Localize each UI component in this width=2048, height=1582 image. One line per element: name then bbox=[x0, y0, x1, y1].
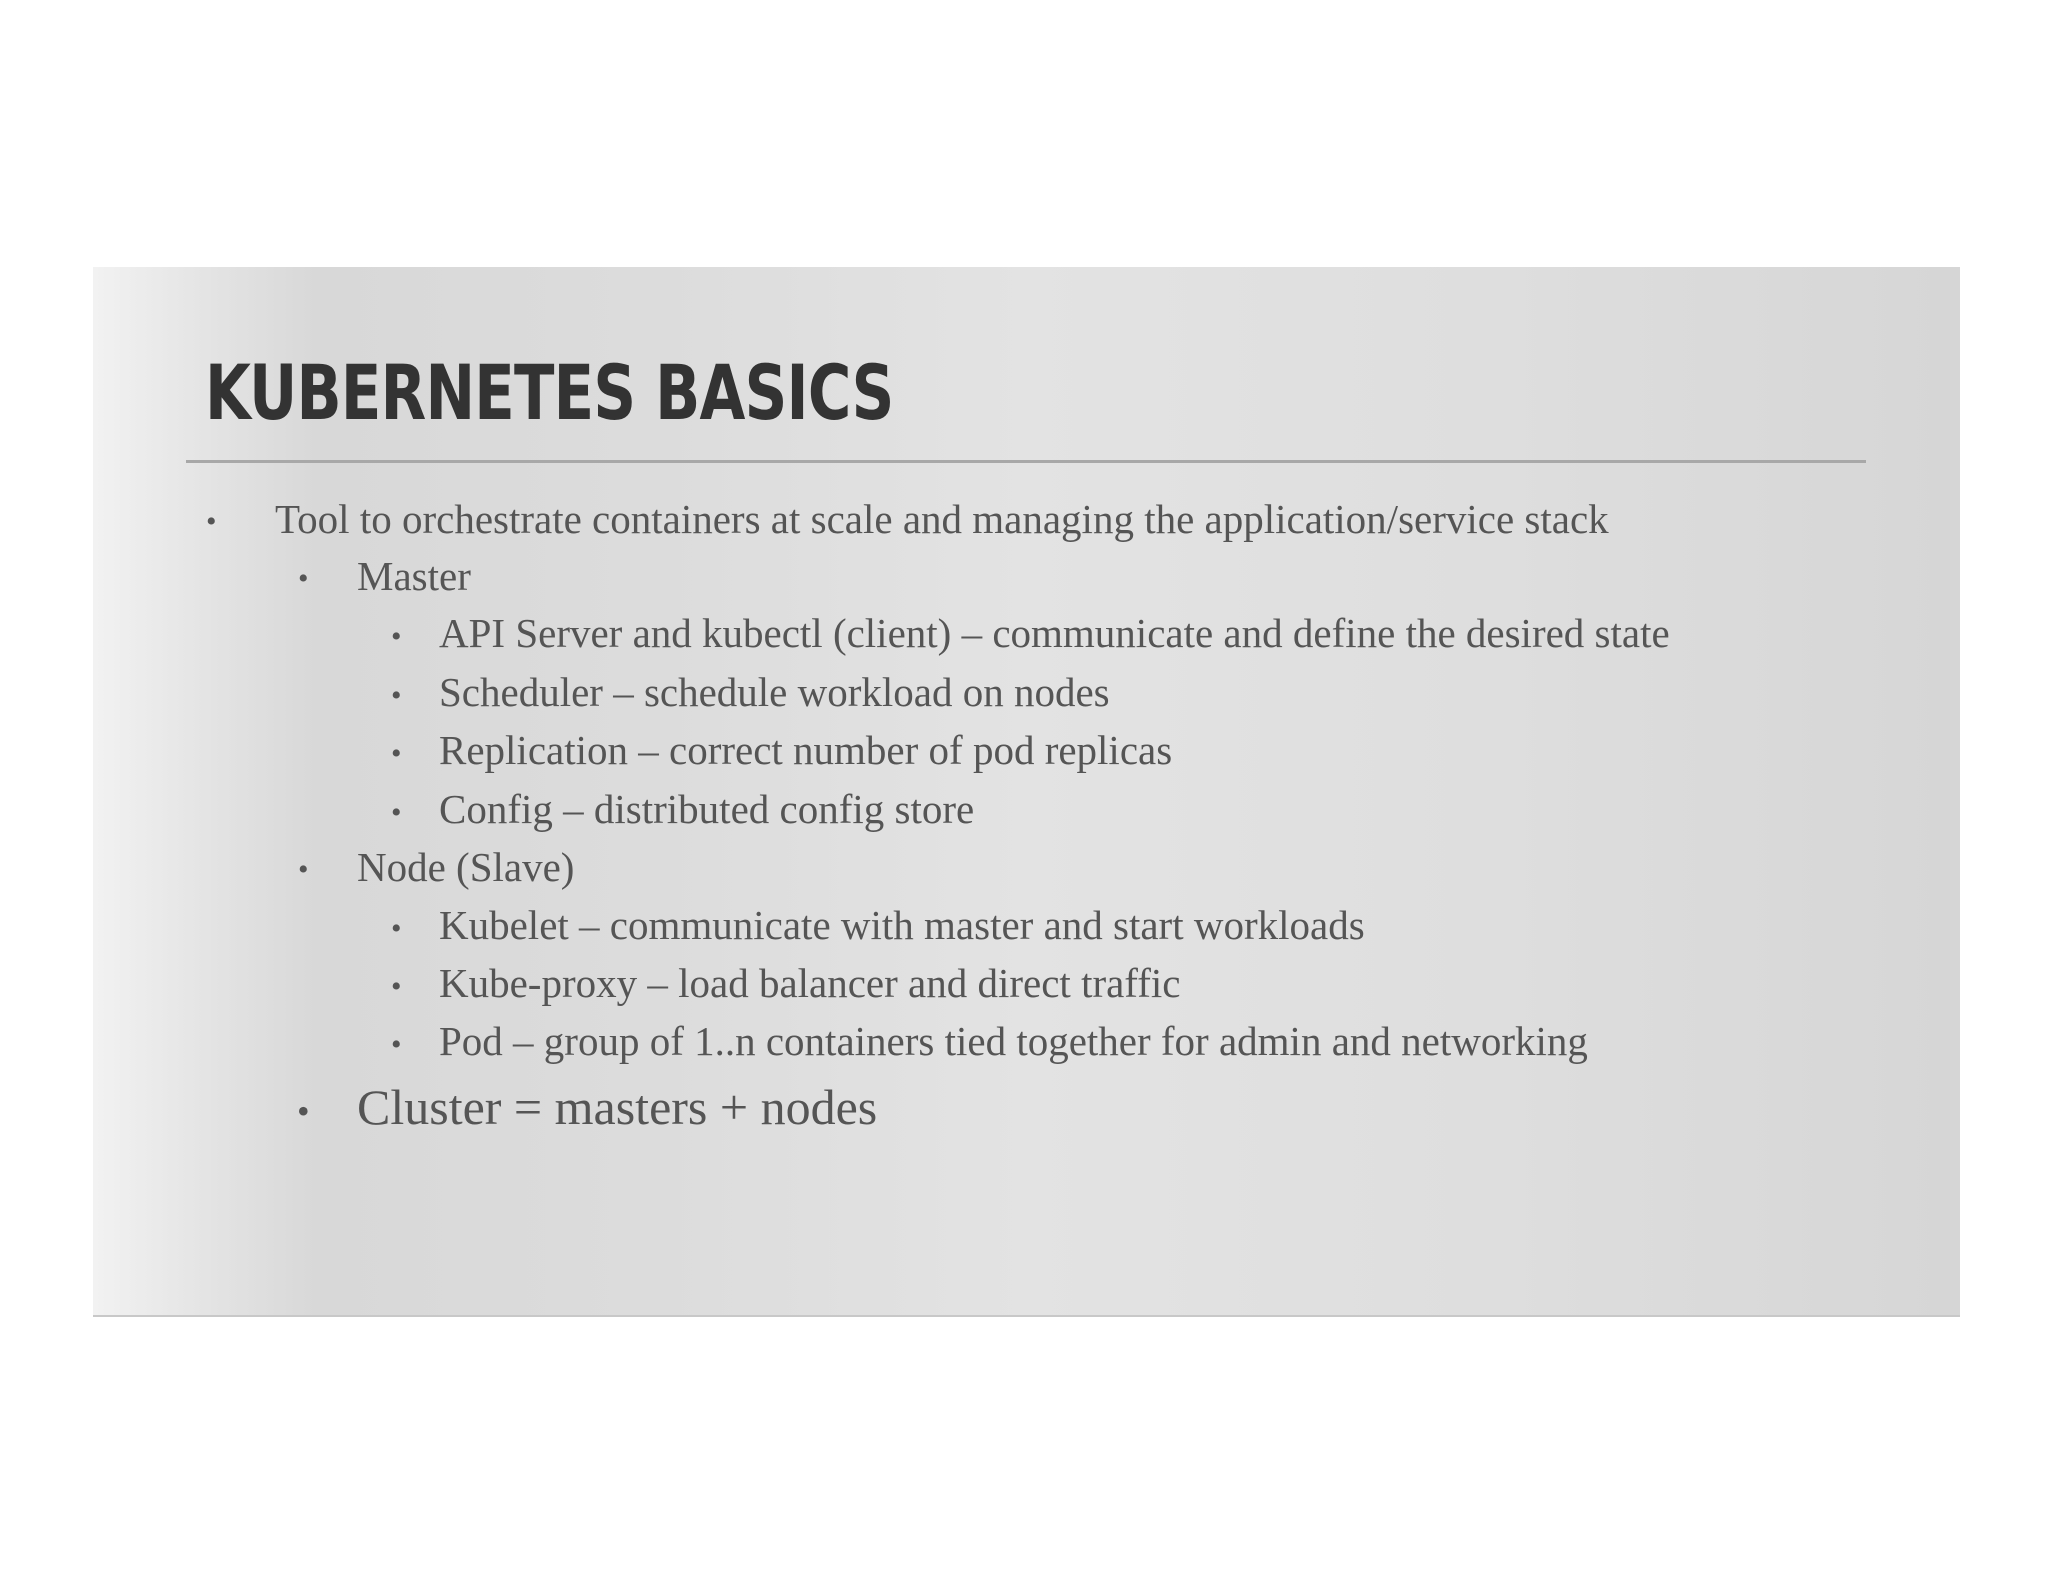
bullet-marker: • bbox=[391, 912, 402, 945]
bullet-marker: • bbox=[206, 505, 217, 538]
bullet-marker: • bbox=[391, 970, 402, 1003]
slide bbox=[93, 267, 1960, 1317]
bullet-item-node: Node (Slave) bbox=[357, 844, 575, 890]
bullet-marker: • bbox=[391, 679, 402, 712]
bullet-marker: • bbox=[297, 1091, 310, 1131]
bullet-marker: • bbox=[391, 737, 402, 770]
bullet-item-api-server: API Server and kubectl (client) – communicate and define the desired state bbox=[439, 610, 1670, 656]
bullet-marker: • bbox=[391, 620, 402, 653]
bullet-item-config: Config – distributed config store bbox=[439, 786, 975, 832]
bullet-item-kube-proxy: Kube-proxy – load balancer and direct traffic bbox=[439, 960, 1181, 1006]
slide-title: KUBERNETES BASICS bbox=[205, 348, 894, 437]
bullet-item-scheduler: Scheduler – schedule workload on nodes bbox=[439, 669, 1110, 715]
bullet-marker: • bbox=[298, 562, 309, 595]
slide-bottom-edge bbox=[93, 1315, 1960, 1317]
bullet-item-master: Master bbox=[357, 553, 471, 599]
bullet-item-pod: Pod – group of 1..n containers tied together for admin and networking bbox=[439, 1018, 1588, 1064]
bullet-list bbox=[93, 267, 1960, 1317]
bullet-marker: • bbox=[391, 1028, 402, 1061]
bullet-item-kubelet: Kubelet – communicate with master and start workloads bbox=[439, 902, 1365, 948]
bullet-item-level1: Tool to orchestrate containers at scale and managing the application/service stack bbox=[275, 496, 1609, 542]
bullet-marker: • bbox=[298, 853, 309, 886]
bullet-item-replication: Replication – correct number of pod replicas bbox=[439, 727, 1173, 773]
bullet-marker: • bbox=[391, 796, 402, 829]
bullet-item-cluster: Cluster = masters + nodes bbox=[357, 1079, 878, 1135]
